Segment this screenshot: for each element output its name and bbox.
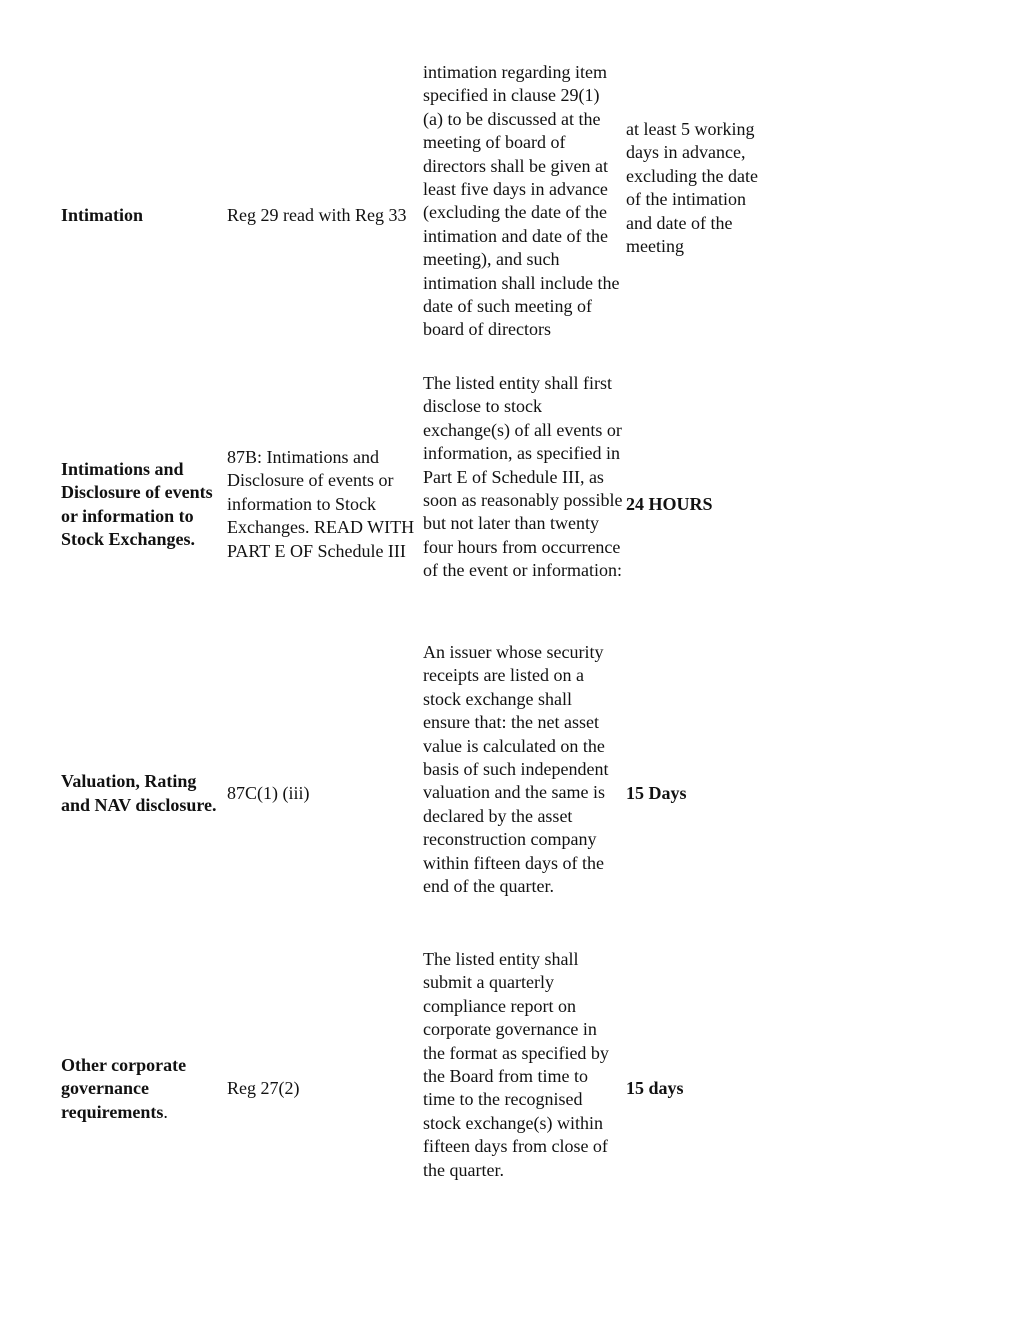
category-cell	[61, 61, 221, 371]
timeline-text: 24 HOURS	[626, 493, 713, 514]
timeline-cell	[626, 641, 766, 946]
requirement-text: An issuer whose security receipts are listed on a stock exchange shall ensure that: the net asset value is calculated on the basis of such independent valuation and the same is declared by the asset reconstruction company within fifteen days of the end of the quarter.	[423, 642, 609, 897]
requirement-cell	[423, 61, 623, 342]
category-cell	[61, 948, 221, 1230]
regulation-text: Reg 29 read with Reg 33	[227, 205, 407, 226]
table-row	[0, 641, 1024, 946]
table-row	[0, 372, 1024, 637]
requirement-text: The listed entity shall first disclose to stock exchange(s) of all events or information, as specified in Part E of Schedule III, as soon as reasonably possible but not later than twenty four hours from occurrence of the event or information:	[423, 373, 623, 581]
category-cell	[61, 372, 221, 637]
timeline-cell	[626, 372, 766, 637]
category-text: Intimation	[61, 205, 144, 226]
regulation-text: 87B: Intimations and Disclosure of events or information to Stock Exchanges. READ WITH PART E OF Schedule III	[227, 446, 415, 561]
category-text: Valuation, Rating and NAV disclosure.	[61, 771, 217, 815]
regulation-text: 87C(1) (iii)	[227, 782, 310, 803]
table-row	[0, 61, 1024, 371]
requirement-cell	[423, 372, 623, 583]
regulation-cell	[227, 641, 419, 946]
requirement-text: intimation regarding item specified in clause 29(1) (a) to be discussed at the meeting of board of directors shall be given at least five days in advance (excluding the date of the intimation and date of the meeting), and such intimation shall include the date of such meeting of board of directors	[423, 62, 620, 340]
requirement-cell	[423, 948, 623, 1182]
category-cell	[61, 641, 221, 946]
category-suffix: .	[163, 1101, 168, 1122]
regulation-cell	[227, 372, 419, 637]
requirement-text: The listed entity shall submit a quarterly compliance report on corporate governance in the format as specified by the Board from time to time to the recognised stock exchange(s) within fifteen days from close of the quarter.	[423, 949, 609, 1180]
regulation-cell	[227, 948, 419, 1230]
timeline-cell	[626, 948, 766, 1230]
table-row	[0, 948, 1024, 1210]
timeline-text: 15 Days	[626, 782, 687, 803]
regulation-cell	[227, 61, 419, 371]
category-text: Other corporate governance requirements	[61, 1054, 187, 1122]
timeline-cell	[626, 118, 766, 258]
category-text: Intimations and Disclosure of events or information to Stock Exchanges.	[61, 458, 213, 549]
timeline-text: at least 5 working days in advance, excluding the date of the intimation and date of the meeting	[626, 119, 758, 257]
timeline-text: 15 days	[626, 1078, 684, 1099]
requirement-cell	[423, 641, 623, 898]
regulation-text: Reg 27(2)	[227, 1078, 300, 1099]
